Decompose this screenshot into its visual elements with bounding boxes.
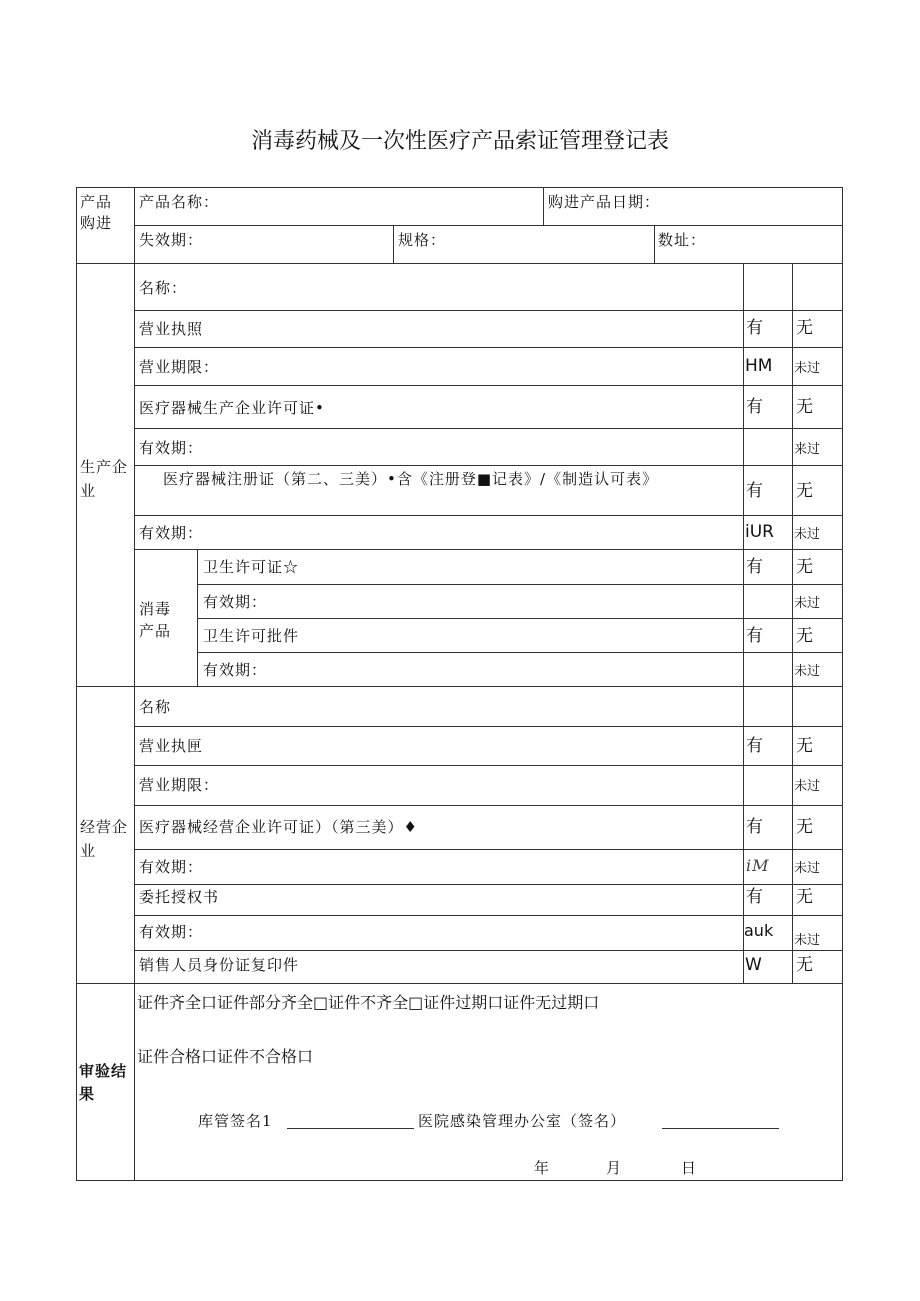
product-name-field[interactable]: 产品名称： [139,193,220,211]
quantity-field[interactable]: 数址： [658,231,707,249]
authorization-letter-label: 委托授权书 [139,888,220,906]
dist-business-license-label: 营业执匣 [139,737,204,755]
sales-id-copy-label: 销售人员身份证复印件 [139,956,300,974]
dist-operation-permit-yes[interactable]: 有 [746,817,763,837]
date-day-label: 日 [681,1159,698,1177]
page-title: 消毒药械及一次性医疗产品索证管理登记表 [250,129,669,154]
mfr-cert-validity-status[interactable]: 未过 [794,527,821,542]
mfr-production-permit-no[interactable]: 无 [796,397,813,417]
expiry-field[interactable]: 失效期： [139,231,204,249]
mfr-registration-cert-no[interactable]: 无 [796,481,813,501]
dist-permit-validity-label: 有效期： [139,858,204,876]
mfr-business-term-value[interactable]: HM [745,356,773,376]
authorization-letter-yes[interactable]: 有 [746,887,763,907]
mfr-permit-validity-status[interactable]: 来过 [794,442,821,457]
authorization-validity-status[interactable]: 未过 [794,933,821,948]
mfr-business-license-yes[interactable]: 有 [746,318,763,338]
spec-field[interactable]: 规格： [398,231,447,249]
dist-permit-validity-status[interactable]: 未过 [794,861,821,876]
mfr-business-term-label: 营业期限： [139,358,220,376]
dist-operation-permit-label: 医疗器械经营企业许可证）（第三美）♦ [139,818,418,836]
review-qualification-options[interactable]: 证件合格口证件不合格口 [137,1047,314,1066]
dist-operation-permit-no[interactable]: 无 [796,817,813,837]
storekeeper-signature-line[interactable] [287,1128,414,1129]
hygiene-license-yes[interactable]: 有 [746,557,763,577]
mfr-cert-validity-label: 有效期： [139,524,204,542]
review-completeness-options[interactable]: 证件齐全口证件部分齐全□证件不齐全□证件过期口证件无过期口 [137,993,600,1012]
mfr-cert-validity-value[interactable]: iUR [745,522,774,542]
dist-permit-validity-value[interactable]: iM [746,856,770,875]
date-month-label: 月 [606,1159,623,1177]
purchase-section-label: 产品 购进 [80,193,113,232]
hygiene-approval-label: 卫生许可批件 [203,627,300,645]
mfr-permit-validity-label: 有效期： [139,439,204,457]
hygiene-license-label: 卫生许可证☆ [203,558,300,576]
infection-office-signature-line[interactable] [662,1128,779,1129]
hygiene-license-no[interactable]: 无 [796,557,813,577]
mfr-production-permit-yes[interactable]: 有 [746,397,763,417]
dist-business-term-label: 营业期限： [139,776,220,794]
hygiene-approval-yes[interactable]: 有 [746,626,763,646]
authorization-validity-value[interactable]: auk [744,921,774,940]
mfr-business-license-no[interactable]: 无 [796,318,813,338]
mfr-business-license-label: 营业执照 [139,320,204,338]
purchase-date-field[interactable]: 购进产品日期： [548,193,661,211]
dist-business-license-no[interactable]: 无 [796,736,813,756]
date-year-label: 年 [534,1159,551,1177]
mfr-registration-cert-label: 医疗器械注册证（第二、三美）•含《注册登■记表》/《制造认可表》 [163,470,659,488]
hygiene-approval-no[interactable]: 无 [796,626,813,646]
distributor-section-label: 经营企 业 [80,818,129,860]
authorization-letter-no[interactable]: 无 [796,887,813,907]
disinfect-section-label: 消毒 产品 [139,600,172,640]
infection-office-signature-label: 医院感染管理办公室（签名） [418,1112,627,1130]
mfr-business-term-status[interactable]: 未过 [794,361,821,376]
mfr-production-permit-label: 医疗器械生产企业许可证• [139,399,325,417]
storekeeper-signature-label: 库管签名1 [198,1112,273,1130]
hygiene-approval-validity-status[interactable]: 未过 [794,664,821,679]
hygiene-license-validity-label: 有效期： [203,593,268,611]
hygiene-approval-validity-label: 有效期： [203,661,268,679]
sales-id-copy-no[interactable]: 无 [796,955,813,975]
sales-id-copy-yes[interactable]: W [745,955,762,975]
manufacturer-section-label: 生产企 业 [80,458,129,500]
mfr-registration-cert-yes[interactable]: 有 [746,481,763,501]
mfr-name-field[interactable]: 名称： [139,279,188,297]
hygiene-license-validity-status[interactable]: 未过 [794,596,821,611]
review-section-label: 审验结 果 [79,1062,128,1103]
authorization-validity-label: 有效期： [139,923,204,941]
dist-business-term-status[interactable]: 未过 [794,779,821,794]
dist-name-field[interactable]: 名称 [139,698,172,716]
dist-business-license-yes[interactable]: 有 [746,736,763,756]
